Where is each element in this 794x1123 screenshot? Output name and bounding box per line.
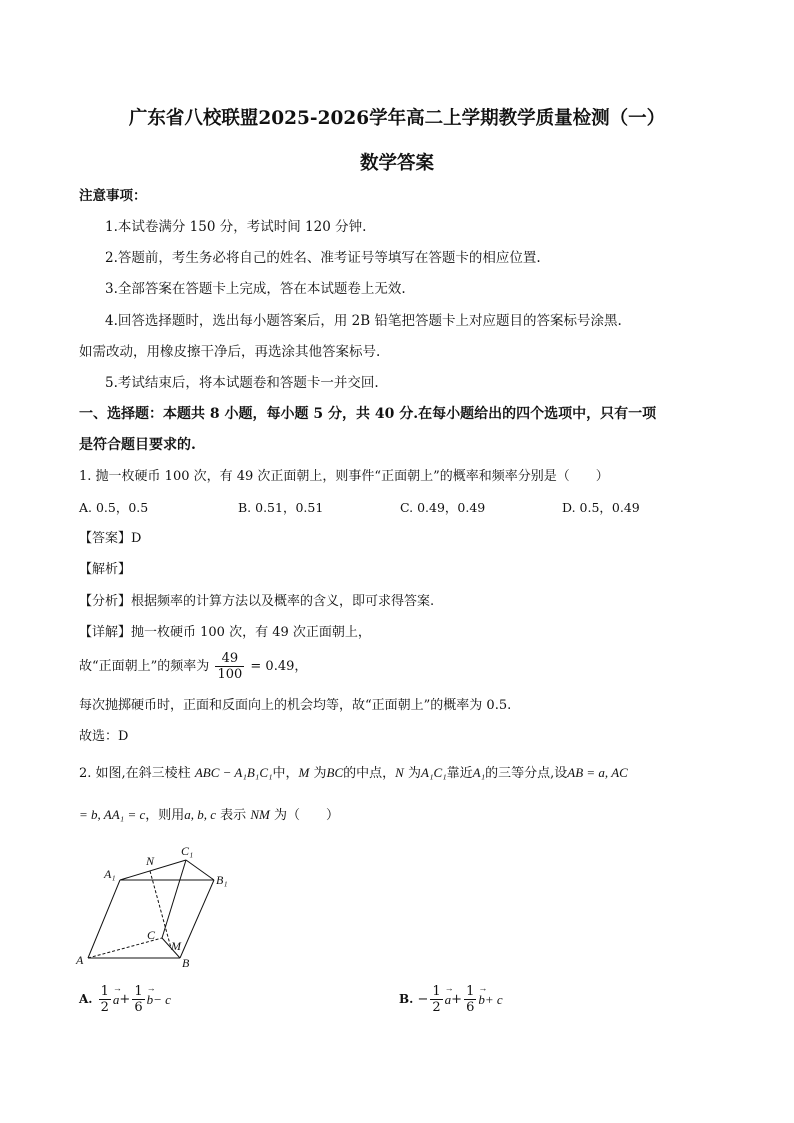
q1-freq-fraction	[215, 651, 244, 682]
q2-text-10: 为（ ）	[273, 808, 339, 823]
q1-frequency-line	[79, 651, 307, 682]
q2-A1: A₁	[472, 765, 486, 780]
q2-N: N	[395, 765, 404, 780]
q2-b-frac2	[464, 984, 476, 1015]
q2-stem-line1	[79, 764, 628, 783]
q1-option-b: B. 0.51，0.51	[238, 500, 324, 515]
q2-stem-line2	[79, 806, 339, 825]
q1-answer: 【答案】D	[79, 531, 142, 546]
q2-a-minus-c: − c	[153, 992, 171, 1007]
page-title: 广东省八校联盟2025-2026学年高二上学期教学质量检测（一）	[128, 108, 666, 129]
q1-option-d: D. 0.5，0.49	[562, 500, 640, 515]
prism-figure	[70, 838, 240, 973]
q2-b-frac2-num: 1	[466, 984, 475, 999]
q2-NM: NM	[250, 807, 270, 822]
q2-text-7: 的三等分点,设	[485, 766, 568, 781]
edge-c1-b1	[186, 860, 214, 880]
q2-option-a	[79, 984, 171, 1015]
q1-analysis: 【分析】根据频率的计算方法以及概率的含义，即可求得答案.	[79, 594, 435, 609]
q2-option-b-label: B.	[399, 992, 414, 1006]
q1-stem: 1. 抛一枚硬币 100 次，有 49 次正面朝上，则事件“正面朝上”的概率和频率分别是（ ）	[79, 469, 609, 484]
notice-item-5: 5.考试结束后，将本试题卷和答题卡一并交回.	[105, 375, 379, 391]
q1-freq-num: 49	[215, 651, 244, 667]
q2-M: M	[298, 765, 310, 780]
section-heading: 一、选择题：本题共 8 小题，每小题 5 分，共 40 分.在每小题给出的四个选项中，只有一项	[79, 406, 657, 422]
label-n: N	[146, 854, 155, 868]
q1-option-a: A. 0.5，0.5	[79, 500, 149, 515]
q2-text-8: ，则用	[145, 808, 185, 823]
edge-a1-a	[88, 880, 120, 958]
q2-b-vec-b: → b	[478, 992, 485, 1007]
q2-eq: = b, AA₁ = c	[79, 807, 146, 822]
q2-a-frac2	[132, 984, 144, 1015]
q1-freq-prefix: 故“正面朝上”的频率为	[79, 659, 210, 674]
q2-b-plus: +	[451, 992, 463, 1007]
notice-item-4: 4.回答选择题时，选出每小题答案后，用 2B 铅笔把答题卡上对应题目的答案标号涂黑.	[105, 313, 622, 329]
q1-choose: 故选：D	[79, 729, 129, 744]
label-c: C	[147, 928, 156, 942]
q1-option-c: C. 0.49，0.49	[400, 500, 486, 515]
q2-b-frac2-den: 6	[466, 1000, 475, 1015]
q2-text-9: 表示	[220, 808, 247, 823]
notice-heading: 注意事项：	[79, 188, 147, 204]
q2-text-4: 的中点，	[343, 766, 396, 781]
edge-b1-b	[180, 880, 214, 958]
notice-item-1: 1.本试卷满分 150 分，考试时间 120 分钟.	[105, 219, 367, 235]
q2-BC: BC	[326, 765, 344, 780]
q1-detail: 【详解】抛一枚硬币 100 次，有 49 次正面朝上，	[79, 625, 371, 640]
q2-a-vec-a: → a	[113, 992, 120, 1007]
label-b: B	[182, 956, 190, 970]
section-heading-cont: 是符合题目要求的.	[79, 437, 196, 453]
q2-a-frac2-den: 6	[134, 1000, 143, 1015]
q2-text-1: 2. 如图,在斜三棱柱	[79, 766, 191, 781]
q2-a-frac1-den: 2	[100, 1000, 109, 1015]
q2-b-frac1-num: 1	[432, 984, 441, 999]
page-subtitle: 数学答案	[359, 153, 434, 174]
q2-vectors: AB = a, AC	[567, 765, 628, 780]
q2-prism: ABC − A₁B₁C₁	[194, 765, 273, 780]
q2-option-a-label: A.	[79, 992, 93, 1006]
q1-freq-suffix: = 0.49，	[250, 659, 308, 674]
q2-b-frac1-den: 2	[432, 1000, 441, 1015]
q2-b-frac1	[430, 984, 442, 1015]
label-a1: A₁	[104, 867, 116, 881]
notice-item-3: 3.全部答案在答题卡上完成，答在本试题卷上无效.	[105, 281, 406, 297]
q1-probability-line: 每次抛掷硬币时，正面和反面向上的机会均等，故“正面朝上”的概率为 0.5.	[79, 698, 512, 713]
q2-text-3: 为	[313, 766, 327, 781]
q2-option-b	[399, 984, 503, 1015]
q2-b-sign: −	[417, 992, 429, 1007]
q2-a-vec-b: → b	[147, 992, 154, 1007]
q2-a-plus: +	[119, 992, 131, 1007]
q2-text-5: 为	[407, 766, 421, 781]
q2-a-frac1	[99, 984, 111, 1015]
notice-item-2: 2.答题前，考生务必将自己的姓名、准考证号等填写在答题卡的相应位置.	[105, 250, 541, 266]
q2-A1C1: A₁C₁	[421, 765, 447, 780]
label-b1: B₁	[216, 873, 228, 887]
label-m: M	[171, 939, 181, 953]
q2-a-frac2-num: 1	[134, 984, 143, 999]
notice-item-4-cont: 如需改动，用橡皮擦干净后，再选涂其他答案标号.	[79, 344, 381, 360]
label-a: A	[76, 953, 84, 967]
q2-a-frac1-num: 1	[100, 984, 109, 999]
q1-freq-den: 100	[217, 667, 243, 682]
q2-b-plus-c: + c	[484, 992, 503, 1007]
q1-analysis-label: 【解析】	[79, 562, 132, 577]
q2-b-vec-a: → a	[445, 992, 452, 1007]
q2-text-6: 靠近	[446, 766, 473, 781]
q2-abc: a, b, c	[184, 807, 217, 822]
q2-text-2: 中，	[272, 766, 299, 781]
label-c1: C₁	[181, 844, 194, 858]
